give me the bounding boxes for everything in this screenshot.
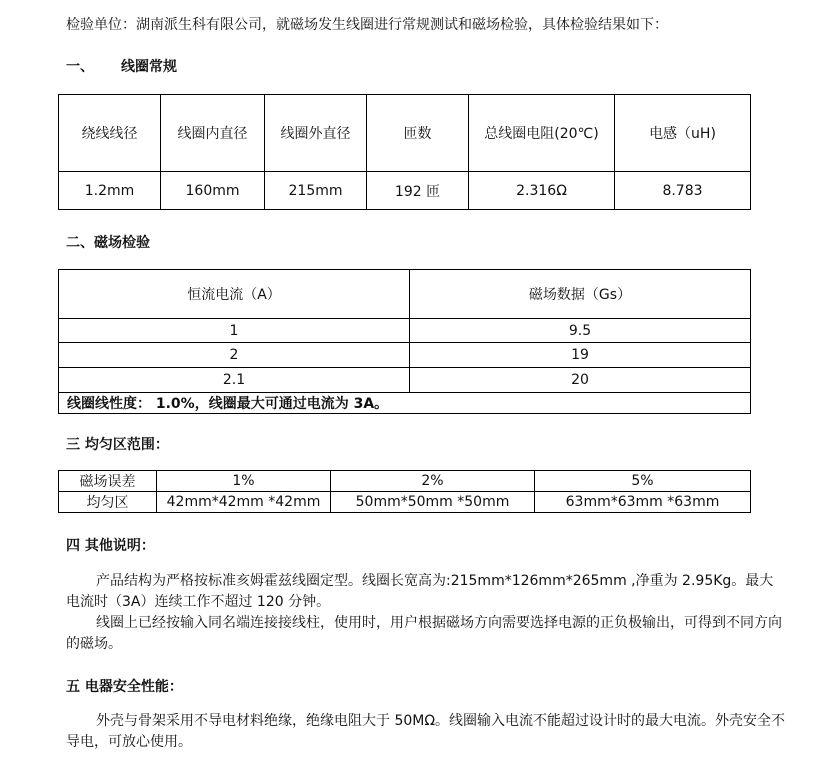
coil-header-wire-diameter: 绕线线径 (59, 95, 161, 172)
uniform-region-cell: 63mm*63mm *63mm (535, 492, 751, 513)
section1-title: 线圈常规 (121, 59, 177, 75)
uniform-region-cell: 50mm*50mm *50mm (331, 492, 535, 513)
uniform-region-cell: 42mm*42mm *42mm (157, 492, 331, 513)
field-header-current: 恒流电流（A） (59, 270, 410, 319)
intro-text: 检验单位：湖南派生科有限公司，就磁场发生线圈进行常规测试和磁场检验，具体检验结果如下： (66, 17, 668, 33)
section2-title: 二、磁场检验 (66, 235, 150, 251)
uniform-error-cell: 5% (535, 471, 751, 492)
section3-title: 三 均匀区范围： (66, 437, 169, 453)
field-table-row (59, 368, 751, 393)
coil-value-wire-diameter: 1.2mm (59, 172, 161, 210)
coil-header-outer-diameter: 线圈外直径 (265, 95, 367, 172)
field-table-row (59, 319, 751, 343)
uniform-error-cell: 2% (331, 471, 535, 492)
field-table-note-row (59, 393, 751, 414)
uniform-error-cell: 1% (157, 471, 331, 492)
field-current-cell: 1 (59, 319, 410, 343)
field-magnetic-cell: 9.5 (410, 319, 751, 343)
uniform-region-row (59, 492, 751, 513)
uniform-table (58, 470, 751, 513)
linearity-note: 线圈线性度： 1.0%，线圈最大可通过电流为 3A。 (59, 393, 751, 414)
other-notes-paragraph-2: 线圈上已经按输入同名端连接接线柱，使用时，用户根据磁场方向需要选择电源的正负极输出，可得到不同方向的磁场。 (66, 615, 782, 652)
coil-table (58, 94, 751, 210)
coil-header-turns: 匝数 (367, 95, 469, 172)
section5-title: 五 电器安全性能： (66, 679, 183, 695)
field-current-cell: 2.1 (59, 368, 410, 393)
coil-header-resistance: 总线圈电阻(20℃) (469, 95, 615, 172)
coil-header-inductance: 电感（uH) (615, 95, 751, 172)
coil-table-header-row (59, 95, 751, 172)
field-current-cell: 2 (59, 343, 410, 368)
coil-value-inductance: 8.783 (615, 172, 751, 210)
field-table (58, 269, 751, 414)
coil-value-inner-diameter: 160mm (161, 172, 265, 210)
field-header-magnetic: 磁场数据（Gs） (410, 270, 751, 319)
field-magnetic-cell: 19 (410, 343, 751, 368)
safety-paragraph: 外壳与骨架采用不导电材料绝缘，绝缘电阻大于 50MΩ。线圈输入电流不能超过设计时的最大电流。外壳安全不导电，可放心使用。 (66, 713, 786, 750)
other-notes-paragraph-1: 产品结构为严格按标准亥姆霍兹线圈定型。线圈长宽高为:215mm*126mm*265mm ,净重为 2.95Kg。最大电流时（3A）连续工作不超过 120 分钟。 (66, 573, 774, 610)
coil-value-turns: 192 匝 (367, 172, 469, 210)
section4-title: 四 其他说明： (66, 538, 155, 554)
field-table-header-row (59, 270, 751, 319)
uniform-error-row (59, 471, 751, 492)
coil-value-outer-diameter: 215mm (265, 172, 367, 210)
section1-number: 一、 (66, 59, 94, 75)
field-table-row (59, 343, 751, 368)
coil-table-value-row (59, 172, 751, 210)
coil-value-resistance: 2.316Ω (469, 172, 615, 210)
uniform-error-label: 磁场误差 (59, 471, 157, 492)
field-magnetic-cell: 20 (410, 368, 751, 393)
coil-header-inner-diameter: 线圈内直径 (161, 95, 265, 172)
uniform-region-label: 均匀区 (59, 492, 157, 513)
